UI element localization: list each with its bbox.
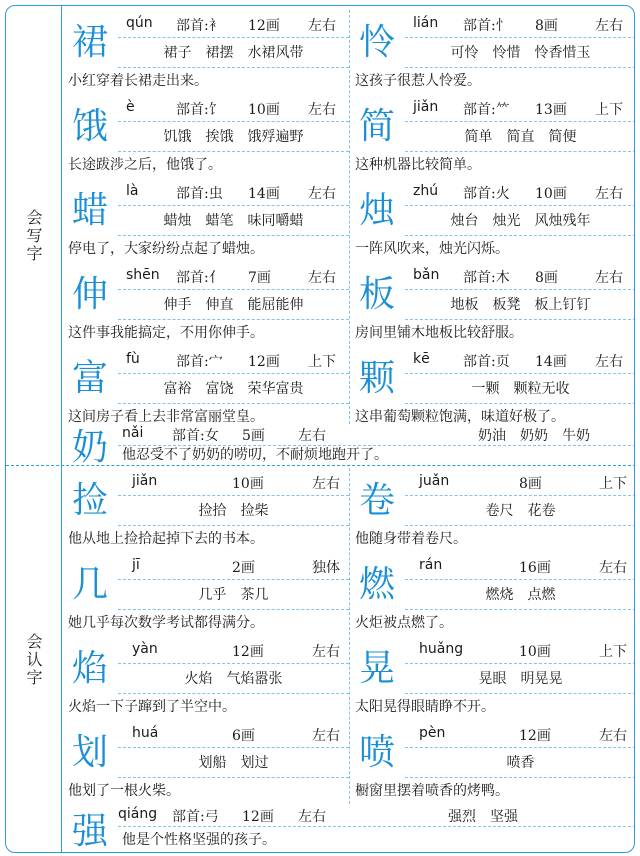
vocab-info-line: [118, 720, 349, 748]
vocab-character: 强: [71, 810, 108, 852]
vocab-pinyin: bǎn: [413, 267, 440, 283]
vocab-character: 焰: [71, 647, 108, 689]
vocab-character: 喷: [358, 731, 395, 773]
vocab-entry: [62, 262, 349, 346]
vocab-character: 裙: [71, 21, 108, 63]
section-label-write: 会写字: [6, 6, 62, 465]
vocab-info-line: [118, 424, 635, 446]
vocab-entry: [349, 346, 635, 430]
vocab-entry: [62, 424, 635, 468]
vocab-structure: 左右: [599, 560, 627, 576]
vocab-character: 几: [71, 563, 108, 605]
vocab-structure: 左右: [312, 644, 340, 660]
vocab-strokes: 5画: [242, 428, 265, 444]
vocab-entry: [349, 552, 635, 636]
vocab-info-line: [405, 178, 635, 206]
vocab-entry: [62, 178, 349, 262]
vocab-entry: [62, 346, 349, 430]
vocab-words: 卷尺 花卷: [405, 496, 635, 526]
vocab-strokes: 8画: [535, 270, 558, 286]
vocab-radical: 部首:⺮: [463, 102, 510, 118]
vocab-entry: [62, 94, 349, 178]
vocab-words: 划船 划过: [118, 748, 349, 778]
vocab-strokes: 6画: [232, 728, 255, 744]
vocab-pinyin: là: [126, 183, 139, 199]
vocab-pinyin: yàn: [132, 641, 158, 657]
vocab-structure: 上下: [599, 644, 627, 660]
vocab-words: 伸手 伸直 能屈能伸: [118, 290, 349, 320]
vocab-words: 饥饿 挨饿 饿殍遍野: [118, 122, 349, 152]
vocab-strokes: 2画: [232, 560, 255, 576]
vocab-words: 喷香: [405, 748, 635, 778]
vocab-character: 富: [71, 357, 108, 399]
vocab-pinyin: qiáng: [118, 806, 158, 822]
vocab-strokes: 12画: [519, 728, 551, 744]
vocab-character: 伸: [71, 273, 108, 315]
vocab-words: 几乎 茶几: [118, 580, 349, 610]
vocab-structure: 左右: [298, 428, 326, 444]
vocab-entry: [62, 720, 349, 804]
vocab-pinyin: shēn: [126, 267, 160, 283]
vocab-radical: 部首:火: [463, 186, 510, 202]
vocab-words: 燃烧 点燃: [405, 580, 635, 610]
vocab-sentence: 他忍受不了奶奶的唠叨，不耐烦地跑开了。: [122, 447, 388, 463]
vocab-strokes: 8画: [519, 476, 542, 492]
vocab-entry: [349, 262, 635, 346]
vocab-character: 晃: [358, 647, 395, 689]
vocab-strokes: 12画: [232, 644, 264, 660]
vocab-sentence: 长途跋涉之后，他饿了。: [68, 157, 222, 173]
vocab-radical: 部首:弓: [172, 809, 219, 825]
vocab-strokes: 12画: [248, 18, 280, 34]
vocab-pinyin: lián: [413, 15, 439, 31]
vocab-strokes: 10画: [248, 102, 280, 118]
vocab-character: 奶: [71, 427, 108, 468]
vocab-sentence: 他划了一根火柴。: [68, 783, 180, 799]
vocab-structure: 左右: [312, 476, 340, 492]
vocab-character: 燃: [358, 563, 395, 605]
vocab-pinyin: è: [126, 99, 135, 115]
vocab-structure: 左右: [595, 186, 623, 202]
vocab-entry: [349, 636, 635, 720]
vocab-pinyin: huá: [132, 725, 159, 741]
vocab-info-line: [405, 262, 635, 290]
vocab-structure: 上下: [308, 354, 336, 370]
vocab-strokes: 8画: [535, 18, 558, 34]
vocab-info-line: [405, 94, 635, 122]
vocab-structure: 左右: [312, 728, 340, 744]
vocab-sentence: 小红穿着长裙走出来。: [68, 73, 208, 89]
vocab-info-line: [405, 346, 635, 374]
vocab-pinyin: qún: [126, 15, 153, 31]
vocab-sentence: 这件事我能搞定，不用你伸手。: [68, 325, 264, 341]
vocab-info-line: [405, 468, 635, 496]
vocab-character: 颗: [358, 357, 395, 399]
vocab-words: 裙子 裙摆 水裙风带: [118, 38, 349, 68]
vocab-words: 富裕 富饶 荣华富贵: [118, 374, 349, 404]
vocab-strokes: 16画: [519, 560, 551, 576]
vocab-words: 晃眼 明晃晃: [405, 664, 635, 694]
vocab-words: 一颗 颗粒无收: [405, 374, 635, 404]
vocab-sentence: 房间里铺木地板比较舒服。: [355, 325, 523, 341]
vocab-entry: [349, 10, 635, 94]
column-divider: [349, 10, 350, 424]
vocab-pinyin: fù: [126, 351, 140, 367]
vocab-pinyin: jiǎn: [132, 473, 158, 489]
vocab-sentence: 他是个性格坚强的孩子。: [122, 832, 276, 848]
vocab-character: 卷: [358, 479, 395, 521]
vocab-pinyin: nǎi: [122, 425, 144, 441]
vocab-structure: 左右: [308, 270, 336, 286]
vocab-strokes: 12画: [242, 809, 274, 825]
vocab-pinyin: jiǎn: [413, 99, 439, 115]
vocab-words: 蜡烛 蜡笔 味同嚼蜡: [118, 206, 349, 236]
vocab-words: 简单 简直 简便: [405, 122, 635, 152]
vocab-sentence: 太阳晃得眼睛睁不开。: [355, 699, 495, 715]
vocab-pinyin: zhú: [413, 183, 439, 199]
vocab-strokes: 14画: [248, 186, 280, 202]
vocab-sentence: 一阵风吹来，烛光闪烁。: [355, 241, 509, 257]
vocab-radical: 部首:亻: [176, 270, 223, 286]
vocab-structure: 左右: [298, 809, 326, 825]
vocab-radical: 部首:饣: [176, 102, 223, 118]
vocab-sentence: 她几乎每次数学考试都得满分。: [68, 615, 264, 631]
vocab-character: 饿: [71, 105, 108, 147]
vocab-structure: 上下: [595, 102, 623, 118]
vocab-info-line: [118, 262, 349, 290]
vocab-info-line: [118, 636, 349, 664]
vocab-strokes: 10画: [519, 644, 551, 660]
vocab-info-line: [405, 720, 635, 748]
vocab-pinyin: huǎng: [419, 641, 464, 657]
vocabulary-card: [5, 5, 635, 853]
vocab-character: 划: [71, 731, 108, 773]
vocab-sentence: 这孩子很惹人怜爱。: [355, 73, 481, 89]
vocab-strokes: 7画: [248, 270, 271, 286]
vocab-info-line: [405, 552, 635, 580]
vocab-radical: 部首:页: [463, 354, 510, 370]
vocab-radical: 部首:女: [172, 428, 219, 444]
vocab-structure: 左右: [595, 270, 623, 286]
vocab-info-line: [118, 178, 349, 206]
section-label-recognize: 会认字: [6, 465, 62, 853]
vocab-structure: 独体: [312, 560, 340, 576]
vocab-entry: [62, 552, 349, 636]
vocab-info-line: [118, 10, 349, 38]
vocab-info-line: [118, 552, 349, 580]
vocab-character: 烛: [358, 189, 395, 231]
vocab-structure: 左右: [595, 354, 623, 370]
vocab-structure: 左右: [599, 728, 627, 744]
column-divider: [349, 468, 350, 804]
vocab-strokes: 13画: [535, 102, 567, 118]
vocab-sentence: 这串葡萄颗粒饱满，味道好极了。: [355, 409, 565, 425]
vocab-pinyin: rán: [419, 557, 443, 573]
vocab-sentence: 橱窗里摆着喷香的烤鸭。: [355, 783, 509, 799]
vocab-structure: 左右: [308, 18, 336, 34]
vocab-info-line: [118, 94, 349, 122]
vocab-sentence: 火焰一下子蹿到了半空中。: [68, 699, 236, 715]
vocab-info-line: [405, 10, 635, 38]
vocab-entry: [349, 94, 635, 178]
vocab-sentence: 停电了，大家纷纷点起了蜡烛。: [68, 241, 264, 257]
vocab-info-line: [118, 803, 635, 827]
vocab-entry: [349, 468, 635, 552]
vocab-words: 奶油 奶奶 牛奶: [478, 428, 590, 444]
vocab-info-line: [118, 346, 349, 374]
vocab-structure: 左右: [308, 102, 336, 118]
vocab-radical: 部首:虫: [176, 186, 223, 202]
vocab-info-line: [118, 468, 349, 496]
vocab-structure: 上下: [599, 476, 627, 492]
vocab-sentence: 他从地上捡拾起掉下去的书本。: [68, 531, 264, 547]
vocab-words: 火焰 气焰嚣张: [118, 664, 349, 694]
vocab-strokes: 12画: [248, 354, 280, 370]
vocab-sentence: 他随身带着卷尺。: [355, 531, 467, 547]
vocab-structure: 左右: [308, 186, 336, 202]
vocab-character: 捡: [71, 479, 108, 521]
vocab-sentence: 这种机器比较简单。: [355, 157, 481, 173]
vocab-entry: [62, 803, 635, 853]
vocab-entry: [62, 10, 349, 94]
vocab-character: 板: [358, 273, 395, 315]
vocab-radical: 部首:木: [463, 270, 510, 286]
vocab-strokes: 10画: [232, 476, 264, 492]
vocab-entry: [349, 178, 635, 262]
vocab-words: 烛台 烛光 风烛残年: [405, 206, 635, 236]
vocab-words: 地板 板凳 板上钉钉: [405, 290, 635, 320]
vocab-words: 强烈 坚强: [448, 809, 518, 825]
vocab-radical: 部首:衤: [176, 18, 223, 34]
vocab-pinyin: kē: [413, 351, 430, 367]
vocab-radical: 部首:忄: [463, 18, 510, 34]
vocab-strokes: 14画: [535, 354, 567, 370]
vocab-words: 捡拾 捡柴: [118, 496, 349, 526]
vocab-strokes: 10画: [535, 186, 567, 202]
vocab-entry: [62, 636, 349, 720]
vocab-entry: [62, 468, 349, 552]
vocab-sentence: 这间房子看上去非常富丽堂皇。: [68, 409, 264, 425]
vocab-words: 可怜 怜惜 怜香惜玉: [405, 38, 635, 68]
vocab-character: 简: [358, 105, 395, 147]
vocab-pinyin: pèn: [419, 725, 446, 741]
vocab-character: 怜: [358, 21, 395, 63]
vocab-character: 蜡: [71, 189, 108, 231]
vocab-entry: [349, 720, 635, 804]
vocab-radical: 部首:宀: [176, 354, 223, 370]
vocab-info-line: [405, 636, 635, 664]
vocab-structure: 左右: [595, 18, 623, 34]
vocab-sentence: 火炬被点燃了。: [355, 615, 453, 631]
vocab-pinyin: jī: [132, 557, 140, 573]
vocab-pinyin: juǎn: [419, 473, 450, 489]
